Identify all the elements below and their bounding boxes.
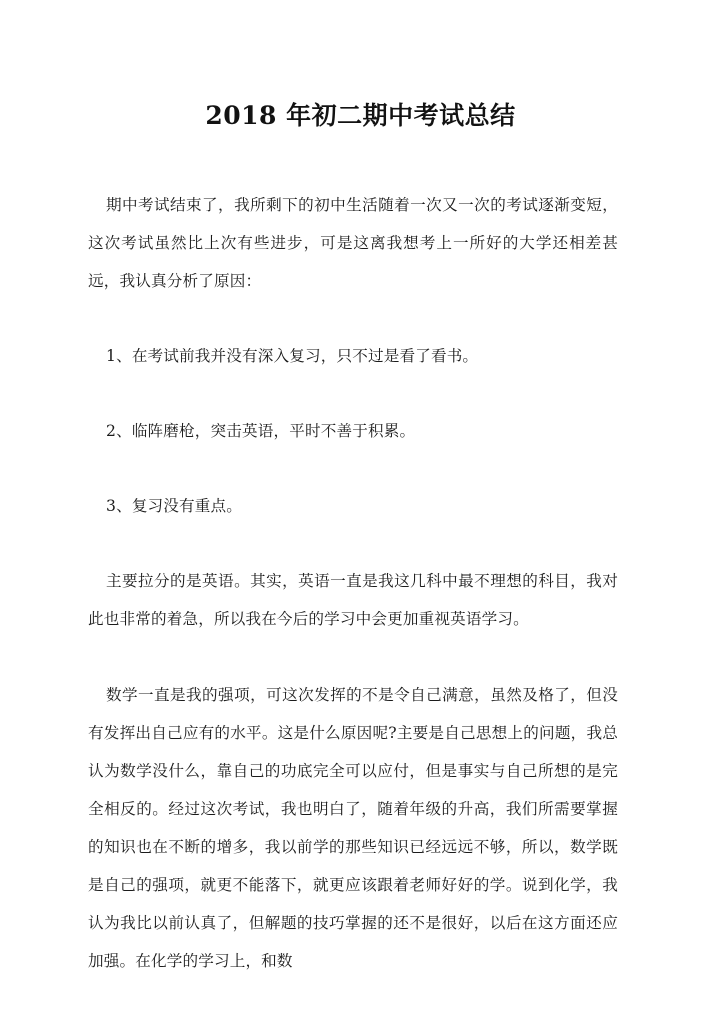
page-title: 2018 年初二期中考试总结: [205, 100, 516, 130]
paragraph-english-subject: 主要拉分的是英语。其实，英语一直是我这几科中最不理想的科目，我对此也非常的着急，所以我在今后的学习中会更加重视英语学习。: [88, 571, 618, 628]
list-item-reason-1: 1、在考试前我并没有深入复习，只不过是看了看书。: [106, 346, 479, 365]
paragraph-intro: 期中考试结束了，我所剩下的初中生活随着一次又一次的考试逐渐变短，这次考试虽然比上次有些进步，可是这离我想考上一所好的大学还相差甚远，我认真分析了原因：: [88, 195, 618, 290]
list-item-reason-3: 3、复习没有重点。: [106, 496, 243, 515]
paragraph-math-subject: 数学一直是我的强项，可这次发挥的不是令自己满意，虽然及格了，但没有发挥出自己应有的水平。这是什么原因呢?主要是自己思想上的问题，我总认为数学没什么，靠自己的功底完全可以应付，但是事实与自己所想的是完全相反的。经过这次考试，我也明白了，随着年级的升高，我们所需要掌握的知识也在不断的增多，我以前学的那些知识已经远远不够，所以，数学既是自己的强项，就更不能落下，就更应该跟着老师好好的学。说到化学，我认为我比以前认真了，但解题的技巧掌握的还不是很好，以后在这方面还应加强。在化学的学习上，和数: [88, 685, 618, 970]
list-item-reason-2: 2、临阵磨枪，突击英语，平时不善于积累。: [106, 421, 416, 440]
